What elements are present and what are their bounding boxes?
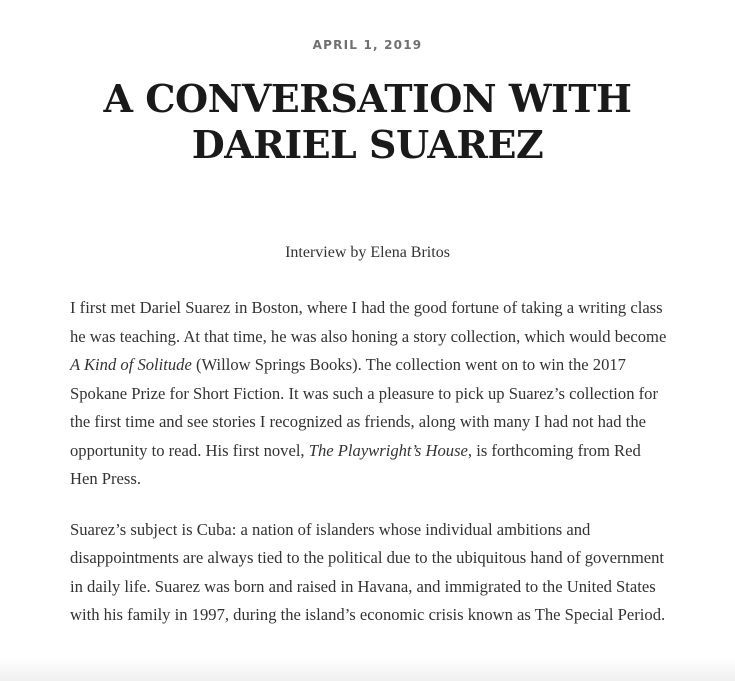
paragraph-subject: Suarez’s subject is Cuba: a nation of islanders whose individual ambitions and disappointments are always tied to the political due to the ubiquitous hand of government in daily life. Suarez was born and raised in Havana, and immigrated to the United States with his family in 1997, during the island’s economic crisis known as The Special Period. — [70, 519, 666, 624]
bottom-fade — [0, 657, 735, 681]
article-byline: Interview by Elena Britos — [285, 244, 450, 261]
article-title: A CONVERSATION WITH DARIEL SUAREZ — [103, 76, 632, 167]
article-body — [70, 294, 670, 652]
paragraph-text: , is forthcoming from Red Hen Press. — [70, 440, 641, 488]
book-title-a-kind-of-solitude: A Kind of Solitude — [70, 355, 192, 374]
paragraph-text: I first met Dariel Suarez in Boston, where I had the good fortune of taking a writing class he was teaching. At that time, he was also honing a story collection, which would become — [70, 298, 667, 346]
paragraph-text: (Willow Springs Books). The collection went on to win the 2017 Spokane Prize for Short Fiction. It was such a pleasure to pick up Suarez’s collection for the first time and see stories I recognized as friends, along with many I had not had the opportunity to read. His first novel, — [70, 355, 659, 460]
book-title-the-playwrights-house: The Playwright’s House — [308, 440, 468, 460]
article-date: APRIL 1, 2019 — [312, 38, 423, 52]
paragraph-intro — [70, 294, 670, 494]
